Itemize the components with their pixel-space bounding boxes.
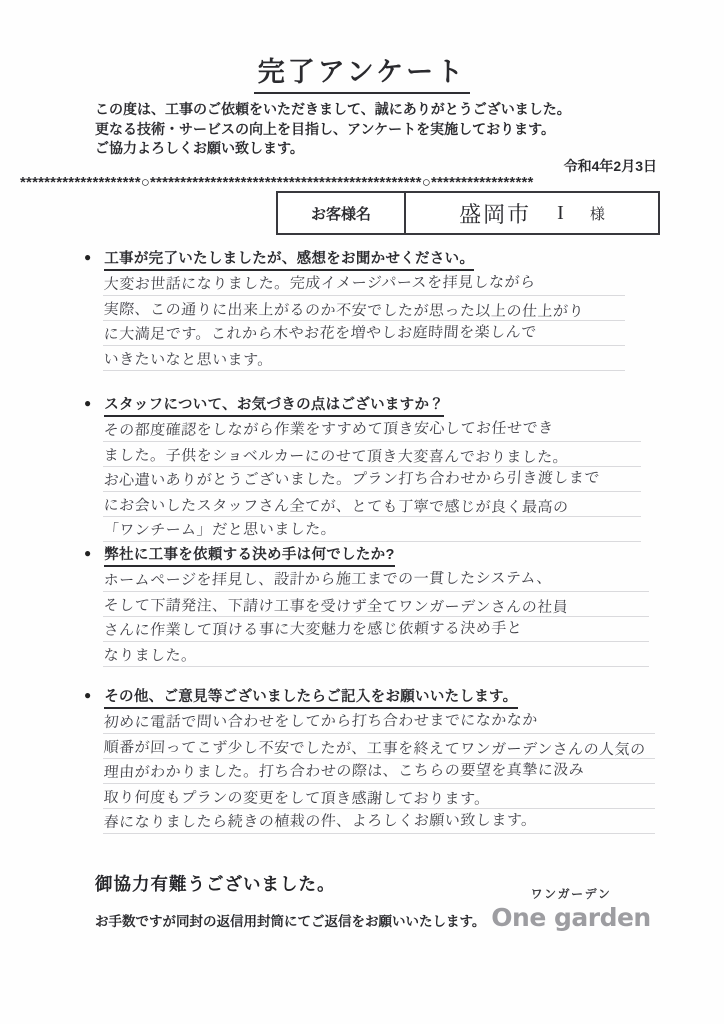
- answer-line: [103, 321, 625, 346]
- answer-line: [103, 617, 649, 642]
- question-4-heading: [84, 685, 518, 706]
- handwritten-text: にお会いしたスタッフさん全てが、とても丁寧で感じが良く最高の: [103, 496, 570, 517]
- question-1-answer: [103, 271, 625, 371]
- intro-line-1: この度は、工事のご依頼をいただきまして、誠にありがとうございました。: [95, 101, 571, 117]
- answer-line: [103, 567, 649, 592]
- document-date: 令和4年2月3日: [563, 158, 657, 174]
- bullet-icon: ●: [84, 250, 92, 264]
- logo-english-text: One garden: [491, 903, 651, 932]
- handwritten-text: に大満足です。これから木やお花を増やしお庭時間を楽しんで: [103, 322, 538, 344]
- question-4-answer: [103, 709, 655, 834]
- return-envelope-note: お手数ですが同封の返信用封筒にてご返信をお願いいたします。: [95, 914, 486, 929]
- question-1-heading: [84, 247, 474, 268]
- customer-initial: I: [557, 201, 564, 224]
- question-2-answer: [103, 417, 641, 542]
- answer-line: [103, 809, 655, 834]
- one-garden-logo: [487, 885, 655, 932]
- answer-line: [103, 642, 649, 667]
- question-2-heading: [84, 393, 444, 414]
- handwritten-text: そして下請発注、下請け工事を受けず全てワンガーデンさんの社員: [103, 596, 569, 617]
- intro-paragraph: [95, 100, 571, 159]
- answer-line: [103, 492, 641, 517]
- answer-line: [103, 592, 649, 617]
- handwritten-text: ました。子供をショベルカーにのせて頂き大変喜んでおりました。: [103, 446, 569, 467]
- handwritten-text: 取り何度もプランの変更をして頂き感謝しております。: [103, 788, 491, 808]
- handwritten-text: 「ワンチーム」だと思いました。: [103, 519, 337, 539]
- answer-line: [103, 709, 655, 734]
- asterisk-divider: ********************○*********************************************○*****************: [20, 174, 534, 191]
- question-3-heading: [84, 543, 395, 564]
- bullet-icon: ●: [84, 546, 92, 560]
- handwritten-text: その都度確認をしながら作業をすすめて頂き安心してお任せでき: [103, 418, 555, 440]
- handwritten-text: 実際、この通りに出来上がるのか不安でしたが思った以上の仕上がり: [103, 300, 585, 321]
- question-3-label: 弊社に工事を依頼する決め手は何でしたか?: [104, 547, 394, 567]
- answer-line: [103, 271, 625, 296]
- thanks-message: 御協力有難うございました。: [95, 874, 336, 894]
- question-4-label: その他、ご意見等ございましたらご記入をお願いいたします。: [104, 689, 517, 709]
- bullet-icon: ●: [84, 396, 92, 410]
- question-2-label: スタッフについて、お気づきの点はございますか？: [104, 397, 444, 417]
- title-wrap: [0, 50, 724, 94]
- handwritten-text: 理由がわかりました。打ち合わせの際は、こちらの要望を真摯に汲み: [103, 760, 585, 781]
- handwritten-text: 春になりましたら続きの植栽の件、よろしくお願い致します。: [103, 810, 538, 831]
- bullet-icon: ●: [84, 688, 92, 702]
- answer-line: [103, 759, 655, 784]
- intro-line-2: 更なる技術・サービスの向上を目指し、アンケートを実施しております。: [95, 120, 556, 137]
- handwritten-text: 順番が回ってこず少し不安でしたが、工事を終えてワンガーデンさんの人気の: [103, 738, 647, 759]
- question-3-answer: [103, 567, 649, 667]
- customer-honorific: 様: [589, 206, 605, 223]
- customer-name-label: お客様名: [278, 193, 406, 233]
- answer-line: [103, 467, 641, 492]
- answer-line: [103, 346, 625, 371]
- answer-line: [103, 517, 641, 542]
- customer-name-table: [276, 191, 660, 235]
- intro-line-3: ご協力よろしくお願い致します。: [95, 140, 304, 156]
- answer-line: [103, 734, 655, 759]
- handwritten-text: いきたいなと思います。: [103, 350, 274, 369]
- handwritten-text: 大変お世話になりました。完成イメージパースを拝見しながら: [103, 272, 537, 294]
- answer-line: [103, 417, 641, 442]
- answer-line: [103, 442, 641, 467]
- page-title: 完了アンケート: [254, 50, 470, 94]
- handwritten-text: さんに作業して頂ける事に大変魅力を感じ依頼する決め手と: [103, 618, 523, 639]
- handwritten-text: なりました。: [103, 646, 198, 665]
- answer-line: [103, 296, 625, 321]
- customer-city: 盛岡市: [459, 201, 532, 227]
- question-1-label: 工事が完了いたしましたが、感想をお聞かせください。: [104, 251, 474, 271]
- handwritten-text: ホームページを拝見し、設計から施工までの一貫したシステム、: [103, 568, 553, 589]
- customer-name-value: [406, 193, 658, 233]
- answer-line: [103, 784, 655, 809]
- handwritten-text: 初めに電話で問い合わせをしてから打ち合わせまでになかなか: [103, 710, 539, 731]
- logo-kana-text: ワンガーデン: [530, 887, 612, 901]
- handwritten-text: お心遣いありがとうございました。プラン打ち合わせから引き渡しまで: [103, 468, 601, 490]
